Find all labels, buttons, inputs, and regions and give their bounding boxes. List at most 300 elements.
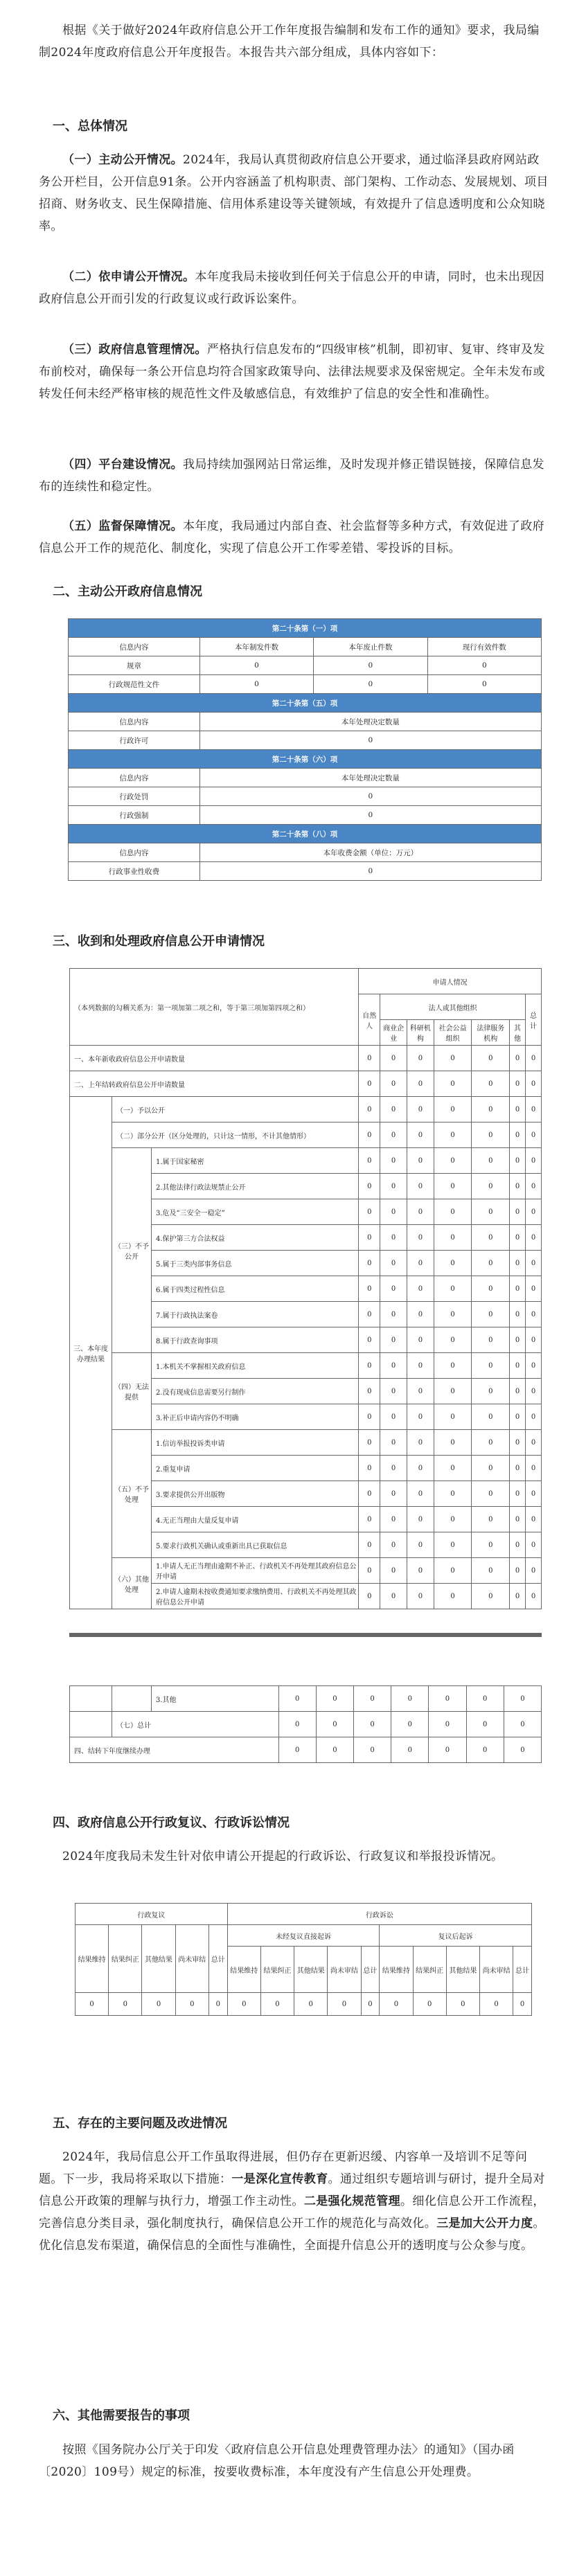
cell: 0 — [380, 1456, 407, 1481]
cell: 0 — [434, 1071, 472, 1097]
col-legal: 法人或其他组织 — [380, 994, 526, 1020]
cell: 0 — [407, 1225, 434, 1251]
cell: 0 — [359, 1302, 380, 1327]
cell: 0 — [526, 1199, 542, 1225]
cell: 0 — [526, 1558, 542, 1584]
cell: 0 — [446, 1993, 479, 2016]
cell: 0 — [359, 1276, 380, 1302]
cell: 0 — [407, 1251, 434, 1276]
hdr-issued: 本年制发件数 — [199, 638, 313, 656]
hdr-repealed: 本年废止件数 — [314, 638, 427, 656]
cont-blank — [112, 1686, 152, 1712]
cell: 0 — [175, 1993, 208, 2016]
cell: 0 — [429, 1712, 466, 1737]
cell: 0 — [434, 1353, 472, 1379]
cell: 0 — [380, 1122, 407, 1148]
cell: 0 — [510, 1148, 526, 1174]
cell: 0 — [359, 1507, 380, 1532]
cell: 0 — [407, 1507, 434, 1532]
hdr-after-review: 复议后起诉 — [380, 1925, 532, 1947]
cell: 0 — [434, 1404, 472, 1430]
cell: 0 — [434, 1532, 472, 1558]
cell: 0 — [472, 1558, 510, 1584]
row-g3-item-8: 8.属于行政查询事项 — [152, 1327, 359, 1353]
cell: 0 — [434, 1302, 472, 1327]
cell: 0 — [472, 1276, 510, 1302]
lit-col-1-1: 结果纠正 — [413, 1947, 446, 1993]
sec1-p4-body: 我局持续加强网站日常运维，及时发现并修正错误链接，保障信息发布的连续性和稳定性。 — [39, 458, 544, 494]
cell: 0 — [109, 1993, 142, 2016]
cell: 0 — [199, 862, 541, 881]
cell: 0 — [380, 1071, 407, 1097]
cell: 0 — [413, 1993, 446, 2016]
cell: 0 — [472, 1046, 510, 1071]
row-g3-item-1: 1.属于国家秘密 — [152, 1148, 359, 1174]
cell: 0 — [526, 1481, 542, 1507]
cell: 0 — [359, 1353, 380, 1379]
cell: 0 — [510, 1276, 526, 1302]
hdr-decisions-2: 本年处理决定数量 — [199, 769, 541, 787]
cell: 0 — [380, 1327, 407, 1353]
cell: 0 — [472, 1225, 510, 1251]
cell: 0 — [407, 1122, 434, 1148]
row-g3-item-4: 4.保护第三方合法权益 — [152, 1225, 359, 1251]
sec5-measure-2-text: 。细化信息公开工作流程，完善信息分类目录，强化制度执行，确保信息公开工作的规范化与高效化。 — [39, 2194, 545, 2230]
cell: 0 — [526, 1122, 542, 1148]
row-g4-item-2: 2.没有现成信息需要另行制作 — [152, 1379, 359, 1404]
cell: 0 — [526, 1507, 542, 1532]
cell: 0 — [434, 1507, 472, 1532]
cell: 0 — [278, 1712, 316, 1737]
cell: 0 — [510, 1122, 526, 1148]
cell: 0 — [359, 1558, 380, 1584]
cell: 0 — [472, 1174, 510, 1199]
cell: 0 — [199, 675, 313, 694]
row-permit-label: 行政许可 — [69, 731, 200, 750]
cont-blank — [70, 1686, 112, 1712]
cell: 0 — [380, 1430, 407, 1456]
cell: 0 — [354, 1686, 391, 1712]
cell: 0 — [407, 1302, 434, 1327]
band-article-20-8: 第二十条第（八）项 — [69, 825, 542, 843]
section-1-title: 一、总体情况 — [53, 119, 127, 134]
cell: 0 — [472, 1148, 510, 1174]
band-article-20-5: 第二十条第（五）项 — [69, 694, 542, 713]
cell: 0 — [407, 1353, 434, 1379]
cell: 0 — [472, 1507, 510, 1532]
cell: 0 — [472, 1379, 510, 1404]
sec1-paragraph-2 — [39, 266, 551, 310]
cell: 0 — [199, 787, 541, 806]
col-review-corrected: 结果纠正 — [109, 1925, 142, 1993]
cell: 0 — [510, 1327, 526, 1353]
sec4-paragraph: 2024年度我局未发生针对依申请公开提起的行政诉讼、行政复议和举报投诉情况。 — [62, 1850, 504, 1863]
cell: 0 — [407, 1584, 434, 1609]
cell: 0 — [472, 1302, 510, 1327]
cell: 0 — [526, 1353, 542, 1379]
cell: 0 — [328, 1993, 361, 2016]
cell: 0 — [316, 1686, 353, 1712]
cell: 0 — [359, 1174, 380, 1199]
cell: 0 — [504, 1737, 541, 1763]
cell: 0 — [359, 1122, 380, 1148]
cell: 0 — [434, 1046, 472, 1071]
cell: 0 — [278, 1737, 316, 1763]
hdr-direct-suit: 未经复议直接起诉 — [227, 1925, 380, 1947]
cell: 0 — [472, 1199, 510, 1225]
cell: 0 — [429, 1737, 466, 1763]
cell: 0 — [472, 1353, 510, 1379]
sec1-paragraph-1 — [39, 149, 551, 238]
row-g5-item-1: 1.信访举报投诉类申请 — [152, 1430, 359, 1456]
cell: 0 — [434, 1584, 472, 1609]
cell: 0 — [434, 1174, 472, 1199]
hdr-fee-amount: 本年收费金额（单位：万元） — [199, 843, 541, 862]
cell: 0 — [359, 1481, 380, 1507]
cell: 0 — [526, 1379, 542, 1404]
sec1-p5-heading: （五）监督保障情况。 — [62, 519, 183, 533]
cell: 0 — [407, 1276, 434, 1302]
cell: 0 — [314, 675, 427, 694]
cell: 0 — [359, 1379, 380, 1404]
group-label-g3: （三）不予公开 — [112, 1148, 152, 1353]
hdr-valid: 现行有效件数 — [427, 638, 541, 656]
row-fee-label: 行政事业性收费 — [69, 862, 200, 881]
application-table — [69, 968, 542, 1609]
active-disclosure-table — [68, 618, 542, 881]
applicant-header: 申请人情况 — [359, 969, 542, 994]
section-3-title: 三、收到和处理政府信息公开申请情况 — [53, 934, 265, 949]
sec5-measure-1-text: 。通过组织专题培训与研讨，提升全局对信息公开政策的理解与执行力，增强工作主动性。 — [39, 2172, 545, 2208]
cell: 0 — [510, 1225, 526, 1251]
lit-col-1-0: 结果维持 — [380, 1947, 413, 1993]
cell: 0 — [510, 1199, 526, 1225]
sec5-measure-3: 三是加大公开力度 — [436, 2217, 533, 2230]
hdr-info-content-3: 信息内容 — [69, 769, 200, 787]
cell: 0 — [227, 1993, 260, 2016]
cell: 0 — [434, 1225, 472, 1251]
cell: 0 — [510, 1404, 526, 1430]
cell: 0 — [380, 1148, 407, 1174]
row-g5-item-3: 3.要求提供公开出版物 — [152, 1481, 359, 1507]
cell: 0 — [407, 1379, 434, 1404]
col-review-pending: 尚未审结 — [175, 1925, 208, 1993]
sec1-p1-heading: （一）主动公开情况。 — [62, 153, 183, 167]
hdr-admin-review: 行政复议 — [76, 1904, 228, 1925]
cell: 0 — [380, 1993, 413, 2016]
page-break-band — [69, 1633, 542, 1637]
sec5-intro: 2024年，我局信息公开工作虽取得进展，但仍存在更新迟缓、内容单一及培训不足等问题。下一步，我局将采取以下措施： — [39, 2150, 528, 2186]
row-g6-item-1: 1.申请人无正当理由逾期不补正、行政机关不再处理其政府信息公开申请 — [152, 1558, 359, 1584]
cell: 0 — [434, 1276, 472, 1302]
sec1-p1-body: 2024年，我局认真贯彻政府信息公开要求，通过临泽县政府网站政务公开栏目，公开信息91条。公开内容涵盖了机构职责、部门架构、工作动态、发展规划、项目招商、财务收支、民生保障措施、信用体系建设等关键领域，有效提升了信息透明度和公众知晓率。 — [39, 153, 549, 233]
cell: 0 — [407, 1174, 434, 1199]
cell: 0 — [472, 1097, 510, 1122]
band-article-20-1: 第二十条第（一）项 — [69, 619, 542, 638]
cell: 0 — [359, 1071, 380, 1097]
application-table-continued — [69, 1685, 542, 1763]
cell: 0 — [380, 1199, 407, 1225]
cell: 0 — [510, 1558, 526, 1584]
cell: 0 — [472, 1481, 510, 1507]
sec5-paragraph — [39, 2146, 551, 2257]
cell: 0 — [278, 1686, 316, 1712]
row-g3-item-5: 5.属于三类内部事务信息 — [152, 1251, 359, 1276]
cell: 0 — [359, 1532, 380, 1558]
sec1-p2-body: 本年度我局未接收到任何关于信息公开的申请，同时，也未出现因政府信息公开而引发的行政复议或行政诉讼案件。 — [39, 270, 545, 306]
cell: 0 — [380, 1379, 407, 1404]
section-4-title: 四、政府信息公开行政复议、行政诉讼情况 — [53, 1816, 290, 1830]
cell: 0 — [434, 1558, 472, 1584]
cell: 0 — [526, 1251, 542, 1276]
application-table-continued-body — [70, 1686, 542, 1763]
cell: 0 — [354, 1737, 391, 1763]
cell: 0 — [407, 1199, 434, 1225]
lit-col-1-2: 其他结果 — [446, 1947, 479, 1993]
cell: 0 — [526, 1532, 542, 1558]
cell: 0 — [510, 1584, 526, 1609]
cell: 0 — [380, 1404, 407, 1430]
row-carried-over: 二、上年结转政府信息公开申请数量 — [70, 1071, 359, 1097]
cell: 0 — [434, 1327, 472, 1353]
cell: 0 — [526, 1097, 542, 1122]
sec5-measure-1: 一是深化宣传教育 — [231, 2172, 328, 2186]
cell: 0 — [434, 1456, 472, 1481]
row-g4-item-3: 3.补正后申请内容仍不明确 — [152, 1404, 359, 1430]
cell: 0 — [407, 1046, 434, 1071]
cell: 0 — [466, 1712, 504, 1737]
cell: 0 — [510, 1071, 526, 1097]
hdr-info-content-2: 信息内容 — [69, 713, 200, 731]
row-g3-item-6: 6.属于四类过程性信息 — [152, 1276, 359, 1302]
cell: 0 — [407, 1071, 434, 1097]
cell: 0 — [510, 1507, 526, 1532]
cell: 0 — [199, 656, 313, 675]
cell: 0 — [380, 1302, 407, 1327]
cell: 0 — [526, 1225, 542, 1251]
row-g5-item-4: 4.无正当理由大量反复申请 — [152, 1507, 359, 1532]
cell: 0 — [380, 1097, 407, 1122]
section-6-title: 六、其他需要报告的事项 — [53, 2408, 190, 2423]
cell: 0 — [407, 1532, 434, 1558]
sec1-p5-body: 本年度，我局通过内部自查、社会监督等多种方式，有效促进了政府信息公开工作的规范化、制度化，实现了信息公开工作零差错、零投诉的目标。 — [39, 519, 544, 555]
lit-col-1-3: 尚未审结 — [479, 1947, 513, 1993]
hdr-info-content-4: 信息内容 — [69, 843, 200, 862]
corner-note: （本列数据的勾稽关系为：第一项加第二项之和，等于第三项加第四项之和） — [70, 969, 359, 1046]
cell: 0 — [526, 1046, 542, 1071]
cell: 0 — [380, 1251, 407, 1276]
col-other: 其他 — [510, 1020, 526, 1046]
section-5-title: 五、存在的主要问题及改进情况 — [53, 2116, 227, 2131]
cell: 0 — [504, 1712, 541, 1737]
col-total: 总计 — [526, 994, 542, 1046]
cell: 0 — [472, 1071, 510, 1097]
sec6-paragraph: 按照《国务院办公厅关于印发〈政府信息公开信息处理费管理办法〉的通知》（国办函〔2020〕109号）规定的标准，按要收费标准，本年度没有产生信息公开处理费。 — [39, 2443, 515, 2479]
cell: 0 — [407, 1097, 434, 1122]
cell: 0 — [380, 1225, 407, 1251]
sec5-measure-3-text: 。优化信息发布渠道，确保信息的全面性与准确性，全面提升信息公开的透明度与公众参与度。 — [39, 2217, 545, 2253]
cell: 0 — [510, 1379, 526, 1404]
cell: 0 — [359, 1430, 380, 1456]
cell: 0 — [472, 1532, 510, 1558]
cell: 0 — [380, 1046, 407, 1071]
row-total: （七）总计 — [112, 1712, 279, 1737]
cell: 0 — [359, 1199, 380, 1225]
cell: 0 — [472, 1584, 510, 1609]
cell: 0 — [380, 1584, 407, 1609]
cell: 0 — [472, 1251, 510, 1276]
cell: 0 — [526, 1430, 542, 1456]
cont-blank — [70, 1712, 112, 1737]
cell: 0 — [526, 1327, 542, 1353]
sec1-p3-heading: （三）政府信息管理情况。 — [62, 343, 207, 357]
cell: 0 — [316, 1737, 353, 1763]
cell: 0 — [510, 1097, 526, 1122]
cell: 0 — [472, 1404, 510, 1430]
cell: 0 — [526, 1456, 542, 1481]
col-social: 社会公益组织 — [434, 1020, 472, 1046]
cell: 0 — [260, 1993, 294, 2016]
cell: 0 — [526, 1404, 542, 1430]
cell: 0 — [434, 1481, 472, 1507]
cell: 0 — [472, 1122, 510, 1148]
cell: 0 — [472, 1327, 510, 1353]
group-label-g4: （四）无法提供 — [112, 1353, 152, 1430]
cell: 0 — [314, 656, 427, 675]
cell: 0 — [380, 1558, 407, 1584]
cell: 0 — [208, 1993, 227, 2016]
cell: 0 — [380, 1174, 407, 1199]
cell: 0 — [526, 1276, 542, 1302]
cell: 0 — [407, 1481, 434, 1507]
cell: 0 — [510, 1353, 526, 1379]
row-g5-item-2: 2.重复申请 — [152, 1456, 359, 1481]
cell: 0 — [380, 1353, 407, 1379]
col-research: 科研机构 — [407, 1020, 434, 1046]
cell: 0 — [391, 1686, 429, 1712]
cell: 0 — [510, 1174, 526, 1199]
cell: 0 — [359, 1097, 380, 1122]
cell: 0 — [427, 675, 541, 694]
cell: 0 — [434, 1379, 472, 1404]
cell: 0 — [391, 1712, 429, 1737]
row-results-label: 三、本年度办理结果 — [70, 1097, 112, 1609]
cell: 0 — [472, 1456, 510, 1481]
row-partial: （二）部分公开（区分处理的，只计这一情形，不计其他情形） — [112, 1122, 359, 1148]
cell: 0 — [354, 1712, 391, 1737]
cell: 0 — [434, 1122, 472, 1148]
cell: 0 — [526, 1584, 542, 1609]
row-normative-docs-label: 行政规范性文件 — [69, 675, 200, 694]
cell: 0 — [466, 1737, 504, 1763]
cell: 0 — [466, 1686, 504, 1712]
cell: 0 — [526, 1174, 542, 1199]
cell: 0 — [510, 1481, 526, 1507]
cell: 0 — [316, 1712, 353, 1737]
cell: 0 — [479, 1993, 513, 2016]
lit-col-0-4: 总计 — [361, 1947, 380, 1993]
cell: 0 — [526, 1071, 542, 1097]
lit-col-0-1: 结果纠正 — [260, 1947, 294, 1993]
group-label-g5: （五）不予处理 — [112, 1430, 152, 1558]
sec1-paragraph-5 — [39, 515, 551, 560]
row-g3-item-7: 7.属于行政执法案卷 — [152, 1302, 359, 1327]
sec5-measure-2: 二是强化规范管理 — [303, 2194, 401, 2208]
cell: 0 — [434, 1097, 472, 1122]
band-article-20-6: 第二十条第（六）项 — [69, 750, 542, 769]
cell: 0 — [513, 1993, 532, 2016]
row-g3-item-2: 2.其他法律行政法规禁止公开 — [152, 1174, 359, 1199]
cell: 0 — [199, 806, 541, 825]
col-review-maintained: 结果维持 — [76, 1925, 109, 1993]
cell: 0 — [504, 1686, 541, 1712]
cell: 0 — [407, 1456, 434, 1481]
cell: 0 — [359, 1148, 380, 1174]
cell: 0 — [359, 1584, 380, 1609]
cell: 0 — [510, 1456, 526, 1481]
lit-col-0-0: 结果维持 — [227, 1947, 260, 1993]
cell: 0 — [359, 1456, 380, 1481]
sec1-p4-heading: （四）平台建设情况。 — [62, 458, 183, 472]
col-review-other: 其他结果 — [142, 1925, 175, 1993]
cell: 0 — [359, 1225, 380, 1251]
cell: 0 — [407, 1558, 434, 1584]
cell: 0 — [294, 1993, 328, 2016]
cell: 0 — [427, 656, 541, 675]
sec1-p2-heading: （二）依申请公开情况。 — [62, 270, 195, 284]
cell: 0 — [380, 1507, 407, 1532]
lit-col-1-4: 总计 — [513, 1947, 532, 1993]
group-label-g6: （六）其他处理 — [112, 1558, 152, 1609]
col-natural: 自然人 — [359, 994, 380, 1046]
sec1-paragraph-3 — [39, 339, 551, 405]
cell: 0 — [359, 1404, 380, 1430]
review-litigation-table — [75, 1903, 532, 2016]
section-2-title: 二、主动公开政府信息情况 — [53, 584, 202, 599]
row-enforcement-label: 行政强制 — [69, 806, 200, 825]
row-g6-item-2: 2.申请人逾期未按收费通知要求缴纳费用、行政机关不再处理其政府信息公开申请 — [152, 1584, 359, 1609]
cell: 0 — [76, 1993, 109, 2016]
cell: 0 — [359, 1251, 380, 1276]
cell: 0 — [434, 1148, 472, 1174]
row-g6-item-3: 3.其他 — [152, 1686, 279, 1712]
hdr-admin-litigation: 行政诉讼 — [227, 1904, 531, 1925]
col-review-total: 总计 — [208, 1925, 227, 1993]
sec1-p3-body: 严格执行信息发布的“四级审核”机制，即初审、复审、终审及发布前校对，确保每一条公开信息均符合国家政策导向、法律法规要求及保密规定。全年未发布或转发任何未经严格审核的规范性文件及敏感信息，有效维护了信息的安全性和准确性。 — [39, 343, 545, 401]
cell: 0 — [526, 1302, 542, 1327]
cell: 0 — [434, 1251, 472, 1276]
cell: 0 — [434, 1199, 472, 1225]
cell: 0 — [510, 1532, 526, 1558]
cell: 0 — [380, 1276, 407, 1302]
col-law: 法律服务机构 — [472, 1020, 510, 1046]
cell: 0 — [407, 1404, 434, 1430]
cell: 0 — [407, 1327, 434, 1353]
review-litigation-values-row — [76, 1993, 532, 2016]
row-new-applications: 一、本年新收政府信息公开申请数量 — [70, 1046, 359, 1071]
cell: 0 — [510, 1302, 526, 1327]
cell: 0 — [429, 1686, 466, 1712]
cell: 0 — [510, 1430, 526, 1456]
cell: 0 — [407, 1148, 434, 1174]
application-table-body — [70, 1046, 542, 1609]
cell: 0 — [199, 731, 541, 750]
cell: 0 — [434, 1430, 472, 1456]
cell: 0 — [380, 1481, 407, 1507]
row-g5-item-5: 5.要求行政机关确认或重新出具已获取信息 — [152, 1532, 359, 1558]
cell: 0 — [380, 1532, 407, 1558]
row-carry-next-year: 四、结转下年度继续办理 — [70, 1737, 279, 1763]
